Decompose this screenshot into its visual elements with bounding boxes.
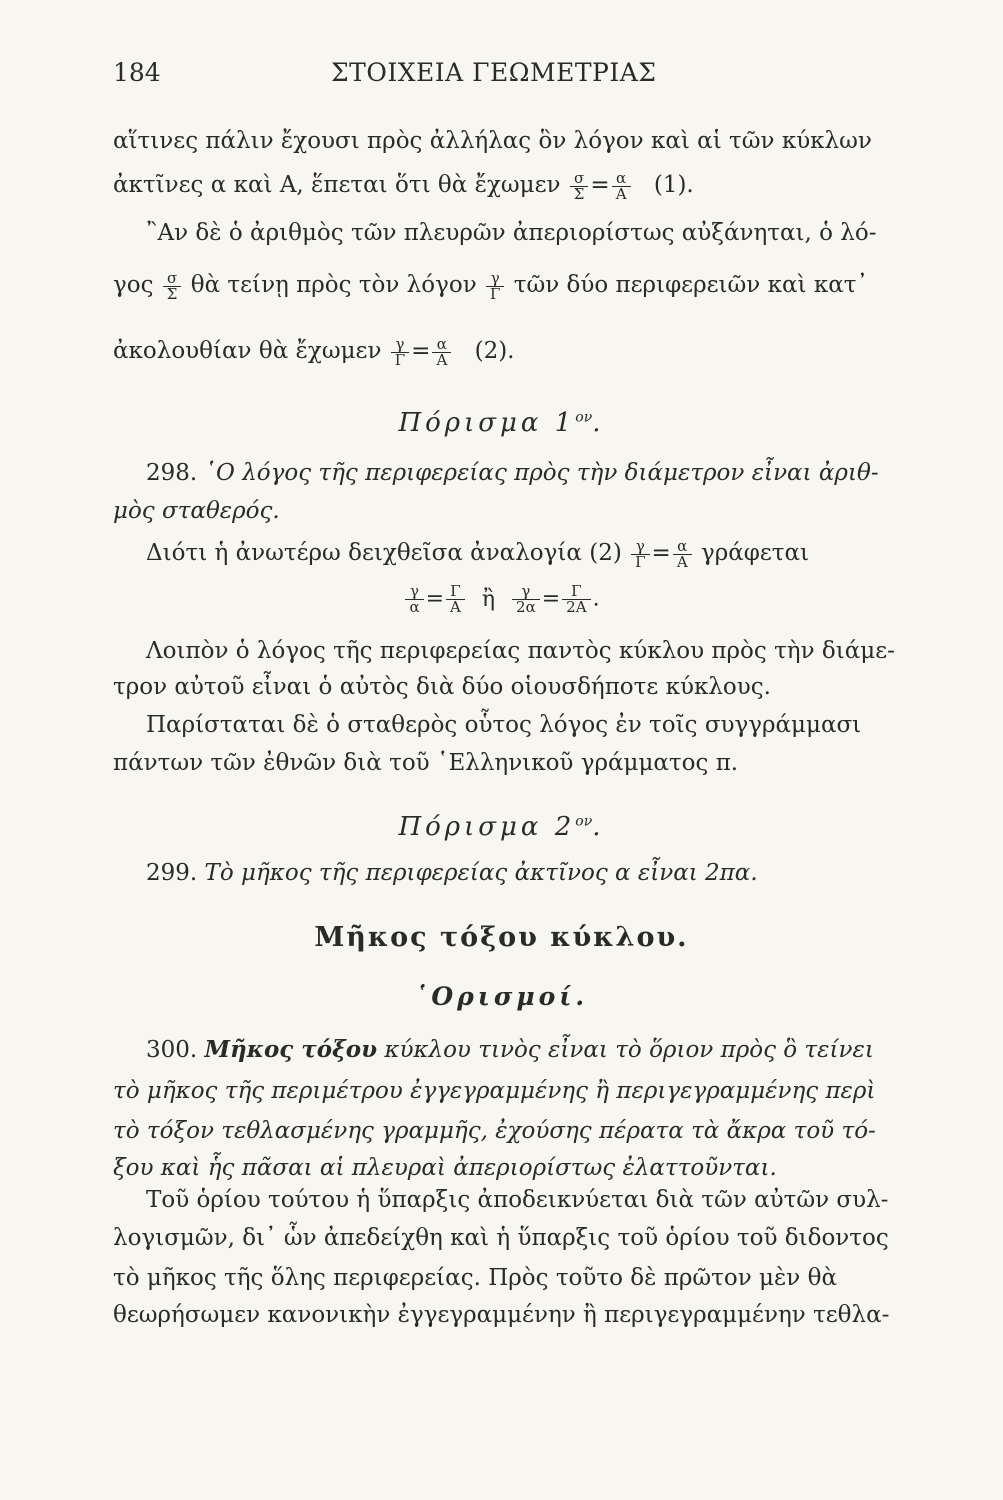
text-line: Λοιπὸν ὁ λόγος τῆς περιφερείας παντὸς κύκλου πρὸς τὴν διάμε- [146, 638, 895, 664]
theorem-text: Τὸ μῆκος τῆς περιφερείας ἀκτῖνος α εἶναι 2πα. [204, 860, 758, 886]
numerator: Γ [562, 584, 590, 600]
denominator: Γ [490, 284, 501, 303]
text-line: αἵτινες πάλιν ἔχουσι πρὸς ἀλλήλας ὃν λόγον καὶ αἱ τῶν κύκλων [113, 128, 872, 154]
denominator: Γ [635, 552, 646, 571]
fraction [405, 584, 423, 615]
fraction [446, 584, 465, 615]
corollary-ordinal-suffix: ον [575, 813, 593, 830]
theorem-line [146, 458, 879, 488]
equation-period: . [592, 586, 600, 612]
numerator: Γ [446, 584, 465, 600]
denominator: α [409, 598, 420, 616]
equation-number: (1). [653, 172, 694, 198]
fraction [570, 168, 589, 203]
corollary-heading [0, 812, 1003, 842]
text-line: Τοῦ ὁρίου τούτου ἡ ὕπαρξις ἀποδεικνύεται διὰ τῶν αὐτῶν συλ- [146, 1187, 889, 1213]
denominator: 2α [516, 598, 536, 616]
displayed-equation [0, 584, 1003, 615]
text-line: πάντων τῶν ἐθνῶν διὰ τοῦ ῾Ελληνικοῦ γράμματος π. [113, 750, 739, 776]
numerator: γ [405, 584, 423, 600]
numerator: α [612, 171, 631, 187]
running-header [113, 58, 890, 92]
heading-period: . [592, 812, 605, 842]
fraction [432, 334, 451, 369]
article-number: 299. [146, 860, 198, 886]
denominator: Γ [394, 350, 406, 369]
numerator: α [432, 337, 451, 353]
theorem-text-line: μὸς σταθερός. [113, 498, 280, 524]
section-heading: Μῆκος τόξου κύκλου. [314, 922, 689, 953]
conjunction-or: ἢ [481, 586, 496, 612]
definition-text-line: τὸ τόξον τεθλασμένης γραμμῆς, ἐχούσης πέρατα τὰ ἄκρα τοῦ τό- [113, 1118, 876, 1144]
equals-sign: = [425, 586, 445, 612]
numerator: γ [391, 337, 409, 353]
numerator: α [673, 539, 692, 555]
fraction [163, 268, 182, 303]
text-line: θεωρήσωμεν κανονικὴν ἐγγεγραμμένην ἢ περιγεγραμμένην τεθλα- [113, 1302, 890, 1328]
text-line: τὸ μῆκος τῆς ὅλης περιφερείας. Πρὸς τοῦτο δὲ πρῶτον μὲν θὰ [113, 1265, 837, 1291]
denominator: Σ [573, 184, 585, 203]
numerator: γ [486, 271, 504, 287]
equals-sign: = [541, 586, 561, 612]
equation-number: (2). [474, 338, 515, 364]
heading-period: . [592, 408, 605, 438]
denominator: 2Α [566, 598, 587, 616]
corollary-title: Πόρισμα [398, 812, 543, 842]
numerator: σ [163, 271, 182, 287]
definition-text-line: τὸ μῆκος τῆς περιμέτρου ἐγγεγραμμένης ἢ περιγεγραμμένης περὶ [113, 1078, 876, 1104]
text-run: ἀκολουθίαν θὰ ἔχωμεν [113, 338, 382, 364]
text-run: ἀκτῖνες α καὶ Α, ἕπεται ὅτι θὰ ἔχωμεν [113, 172, 561, 198]
text-line: Παρίσταται δὲ ὁ σταθερὸς οὗτος λόγος ἐν τοῖς συγγράμμασι [146, 712, 862, 738]
theorem-line [146, 858, 758, 888]
article-number: 300. [146, 1037, 198, 1063]
theorem-text: ῾Ο λόγος τῆς περιφερείας πρὸς τὴν διάμετρον εἶναι ἀριθ- [204, 460, 879, 486]
equals-sign: = [590, 172, 610, 198]
text-line-with-formula [113, 270, 868, 302]
corollary-heading [0, 408, 1003, 438]
definition-text: κύκλου τινὸς εἶναι τὸ ὅριον πρὸς ὃ τείνει [384, 1037, 874, 1063]
running-title: ΣΤΟΙΧΕΙΑ ΓΕΩΜΕΤΡΙΑΣ [331, 58, 657, 87]
corollary-ordinal: 1 [554, 408, 576, 438]
text-line-with-formula [113, 336, 514, 368]
definitions-heading: ῾Ορισμοί. [414, 982, 589, 1011]
denominator: Α [676, 552, 688, 571]
numerator: γ [631, 539, 649, 555]
numerator: γ [512, 584, 540, 600]
fraction [631, 536, 649, 571]
fraction [486, 268, 504, 303]
text-run: Διότι ἡ ἀνωτέρω δειχθεῖσα ἀναλογία (2) [146, 540, 622, 566]
defined-term: Μῆκος τόξου [204, 1036, 378, 1063]
fraction [391, 334, 409, 369]
article-number: 298. [146, 460, 198, 486]
fraction [612, 168, 631, 203]
page-number: 184 [113, 58, 161, 87]
text-run: θὰ τείνῃ πρὸς τὸν λόγον [190, 272, 477, 298]
corollary-ordinal: 2 [554, 812, 576, 842]
fraction [512, 584, 540, 615]
denominator: Α [450, 598, 461, 616]
text-line: λογισμῶν, δι᾽ ὧν ἀπεδείχθη καὶ ἡ ὕπαρξις τοῦ ὁρίου τοῦ διδοντος [113, 1225, 889, 1251]
text-run: γράφεται [700, 540, 810, 566]
text-line: τρον αὐτοῦ εἶναι ὁ αὐτὸς διὰ δύο οἱουσδήποτε κύκλους. [113, 674, 771, 700]
fraction [562, 584, 590, 615]
text-run: γος [113, 272, 154, 298]
denominator: Α [436, 350, 448, 369]
text-line: ῍Αν δὲ ὁ ἀριθμὸς τῶν πλευρῶν ἀπεριορίστως αὐξάνηται, ὁ λό- [146, 220, 877, 246]
fraction [673, 536, 692, 571]
text-run: τῶν δύο περιφερειῶν καὶ κατ᾽ [513, 272, 868, 298]
corollary-title: Πόρισμα [398, 408, 543, 438]
text-line-with-formula [146, 538, 809, 570]
definition-line [146, 1035, 874, 1065]
equals-sign: = [651, 540, 671, 566]
equals-sign: = [411, 338, 431, 364]
definition-text-line: ξου καὶ ἧς πᾶσαι αἱ πλευραὶ ἀπεριορίστως ἐλαττοῦνται. [113, 1155, 777, 1181]
numerator: σ [570, 171, 589, 187]
denominator: Α [615, 184, 627, 203]
text-line-with-formula [113, 170, 694, 202]
denominator: Σ [166, 284, 178, 303]
corollary-ordinal-suffix: ον [575, 409, 593, 426]
